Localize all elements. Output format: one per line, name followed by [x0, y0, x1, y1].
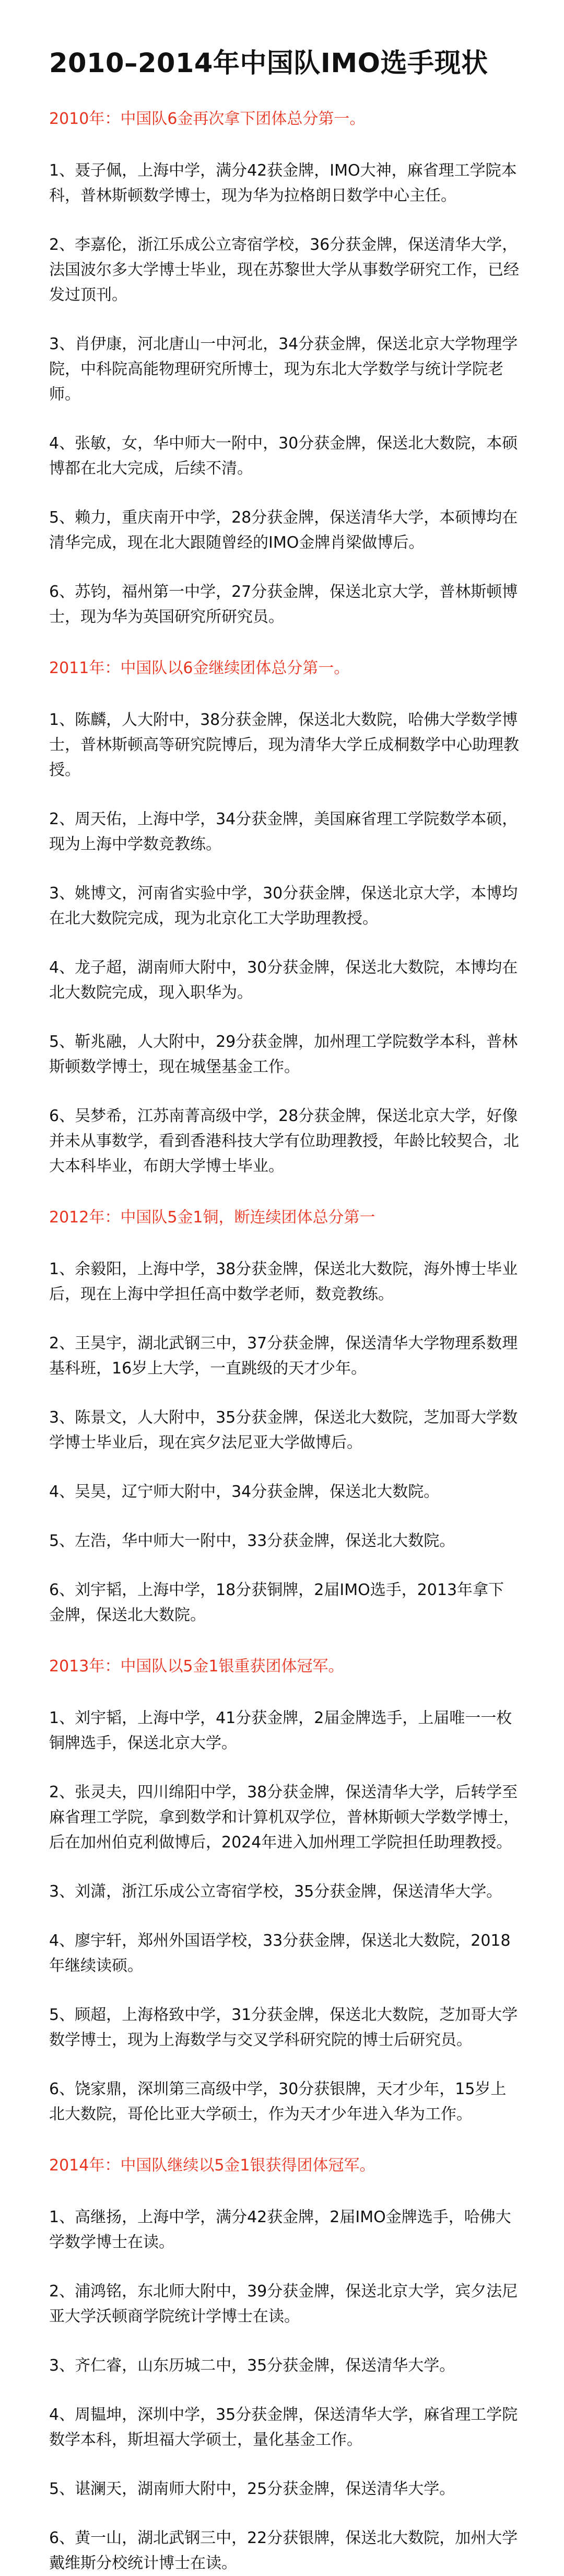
list-item: 2、浦鸿铭，东北师大附中，39分获金牌，保送北京大学，宾夕法尼亚大学沃顿商学院统计学博士在读。 [49, 2282, 518, 2326]
section-2010 [49, 109, 520, 630]
list-item: 2、周天佑，上海中学，34分获金牌，美国麻省理工学院数学本硕，现为上海中学数竞教练。 [49, 810, 518, 853]
list-item: 4、周韫坤，深圳中学，35分获金牌，保送清华大学，麻省理工学院数学本科，斯坦福大学硕士，量化基金工作。 [49, 2406, 518, 2449]
list-item: 4、廖宇轩，郑州外国语学校，33分获金牌，保送北大数院，2018年继续读硕。 [49, 1932, 511, 1975]
section-heading: 2010年：中国队6金再次拿下团体总分第一。 [49, 110, 366, 128]
list-item: 2、李嘉伦，浙江乐成公立寄宿学校，36分获金牌，保送清华大学，法国波尔多大学博士毕业，现在苏黎世大学从事数学研究工作，已经发过顶刊。 [49, 236, 519, 304]
list-item: 3、姚博文，河南省实验中学，30分获金牌，保送北京大学，本博均在北大数院完成，现为北京化工大学助理教授。 [49, 884, 518, 928]
section-heading: 2014年：中国队继续以5金1银获得团体冠军。 [49, 2156, 375, 2175]
list-item: 6、刘宇韬，上海中学，18分获铜牌，2届IMO选手，2013年拿下金牌，保送北大数院。 [49, 1581, 504, 1624]
list-item: 3、刘潇，浙江乐成公立寄宿学校，35分获金牌，保送清华大学。 [49, 1882, 502, 1901]
list-item: 1、聂子佩，上海中学，满分42获金牌，IMO大神，麻省理工学院本科，普林斯顿数学博士，现为华为拉格朗日数学中心主任。 [49, 161, 517, 205]
page-title: 2010–2014年中国队IMO选手现状 [49, 48, 488, 79]
list-item: 2、张灵夫，四川绵阳中学，38分获金牌，保送清华大学，后转学至麻省理工学院，拿到数学和计算机双学位，普林斯顿大学数学博士，后在加州伯克利做博后，2024年进入加州理工学院担任助理教授。 [49, 1783, 519, 1852]
list-item: 1、余毅阳，上海中学，38分获金牌，保送北大数院，海外博士毕业后，现在上海中学担任高中数学老师，数竞教练。 [49, 1260, 518, 1303]
section-2011 [49, 658, 520, 1179]
list-item: 2、王昊宇，湖北武钢三中，37分获金牌，保送清华大学物理系数理基科班，16岁上大学，一直跳级的天才少年。 [49, 1334, 518, 1378]
list-item: 6、苏钧，福州第一中学，27分获金牌，保送北京大学，普林斯顿博士，现为华为英国研究所研究员。 [49, 583, 518, 626]
list-item: 6、饶家鼎，深圳第三高级中学，30分获银牌，天才少年，15岁上北大数院，哥伦比亚大学硕士，作为天才少年进入华为工作。 [49, 2080, 507, 2123]
list-item: 4、吴昊，辽宁师大附中，34分获金牌，保送北大数院。 [49, 1483, 440, 1501]
section-2012 [49, 1207, 520, 1628]
list-item: 5、左浩，华中师大一附中，33分获金牌，保送北大数院。 [49, 1532, 455, 1550]
list-item: 6、吴梦希，江苏南菁高级中学，28分获金牌，保送北京大学，好像并未从事数学，看到香港科技大学有位助理教授，年龄比较契合，北大本科毕业，布朗大学博士毕业。 [49, 1107, 519, 1175]
section-2013 [49, 1656, 520, 2127]
list-item: 1、陈麟，人大附中，38分获金牌，保送北大数院，哈佛大学数学博士，普林斯顿高等研究院博后，现为清华大学丘成桐数学中心助理教授。 [49, 711, 519, 779]
list-item: 3、肖伊康，河北唐山一中河北，34分获金牌，保送北京大学物理学院，中科院高能物理研究所博士，现为东北大学数学与统计学院老师。 [49, 335, 518, 403]
section-2014 [49, 2155, 520, 2576]
list-item: 3、齐仁睿，山东历城二中，35分获金牌，保送清华大学。 [49, 2356, 455, 2375]
section-heading: 2013年：中国队以5金1银重获团体冠军。 [49, 1657, 344, 1676]
section-heading: 2012年：中国队5金1铜，断连续团体总分第一 [49, 1208, 375, 1227]
list-item: 4、张敏，女，华中师大一附中，30分获金牌，保送北大数院，本硕博都在北大完成，后续不清。 [49, 434, 518, 478]
list-item: 5、赖力，重庆南开中学，28分获金牌，保送清华大学，本硕博均在清华完成，现在北大跟随曾经的IMO金牌肖梁做博后。 [49, 509, 518, 552]
list-item: 1、高继扬，上海中学，满分42获金牌，2届IMO金牌选手，哈佛大学数学博士在读。 [49, 2208, 511, 2251]
list-item: 4、龙子超，湖南师大附中，30分获金牌，保送北大数院，本博均在北大数院完成，现入职华为。 [49, 958, 518, 1002]
list-item: 3、陈景文，人大附中，35分获金牌，保送北大数院，芝加哥大学数学博士毕业后，现在宾夕法尼亚大学做博后。 [49, 1408, 518, 1452]
list-item: 6、黄一山，湖北武钢三中，22分获银牌，保送北大数院，加州大学戴维斯分校统计博士在读。 [49, 2529, 518, 2572]
section-heading: 2011年：中国队以6金继续团体总分第一。 [49, 659, 350, 677]
list-item: 5、顾超，上海格致中学，31分获金牌，保送北大数院，芝加哥大学数学博士，现为上海数学与交叉学科研究院的博士后研究员。 [49, 2006, 518, 2049]
list-item: 5、靳兆融，人大附中，29分获金牌，加州理工学院数学本科，普林斯顿数学博士，现在城堡基金工作。 [49, 1033, 518, 1076]
list-item: 5、谌澜天，湖南师大附中，25分获金牌，保送清华大学。 [49, 2480, 455, 2498]
list-item: 1、刘宇韬，上海中学，41分获金牌，2届金牌选手，上届唯一一枚铜牌选手，保送北京大学。 [49, 1709, 512, 1752]
